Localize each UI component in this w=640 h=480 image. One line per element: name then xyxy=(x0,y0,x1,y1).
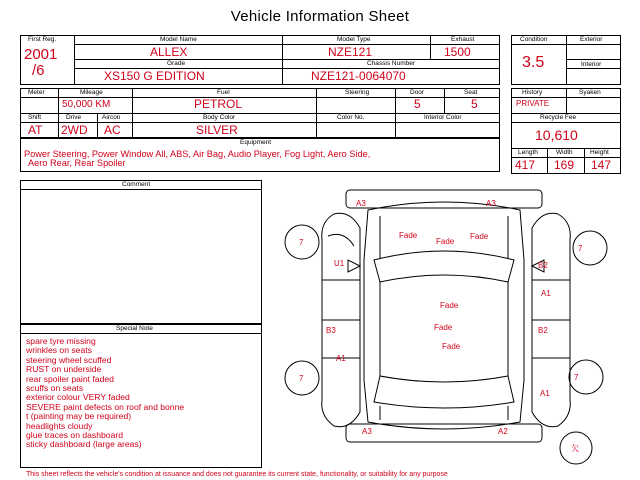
model-type-label: Model Type xyxy=(337,36,371,43)
roof-mark-2: Fade xyxy=(434,323,453,332)
model-name-label: Model Name xyxy=(160,36,197,43)
exhaust-value: 1500 xyxy=(444,45,471,59)
front-right-bumper-mark: A3 xyxy=(486,199,496,208)
list-item: SEVERE paint defects on roof and bonne xyxy=(26,401,185,412)
aircon-value: AC xyxy=(104,123,121,137)
list-item: t (painting may be required) xyxy=(26,411,132,422)
interior-color-label: Interior Color xyxy=(424,114,462,121)
list-item: RUST on underside xyxy=(26,364,102,375)
roof-mark-3: Fade xyxy=(442,342,461,351)
aircon-label: Aircon xyxy=(102,114,121,121)
interior-label: Interior xyxy=(581,61,602,68)
list-item: wrinkles on seats xyxy=(26,345,92,356)
list-item: spare tyre missing xyxy=(26,336,96,346)
body-color-value: SILVER xyxy=(196,123,238,137)
drive-label: Drive xyxy=(66,114,82,121)
wheel-rl-mark: 7 xyxy=(299,374,304,383)
hood-mark-3: Fade xyxy=(470,232,489,241)
mileage-value: 50,000 KM xyxy=(62,99,111,110)
hood-mark-2: Fade xyxy=(436,237,455,246)
steering-label: Steering xyxy=(345,89,370,96)
spare-tyre-mark: 欠 xyxy=(571,444,579,453)
list-item: glue traces on dashboard xyxy=(26,430,123,441)
left-rear-door-mark: A1 xyxy=(336,354,346,363)
equipment-line-2: Aero Rear, Rear Spoiler xyxy=(28,158,126,168)
list-item: exterior colour VERY faded xyxy=(26,392,130,403)
left-front-fender-mark: U1 xyxy=(334,259,345,268)
front-left-bumper-mark: A3 xyxy=(356,199,366,208)
right-front-door-mark: A1 xyxy=(541,289,551,298)
history-value: PRIVATE xyxy=(516,99,550,108)
width-value: 169 xyxy=(554,158,575,172)
mileage-label: Mileage xyxy=(80,89,103,96)
fuel-label: Fuel xyxy=(217,89,230,96)
equipment-label: Equipment xyxy=(240,139,272,146)
disclaimer: This sheet reflects the vehicle's condition at issuance and does not guarantee its current state, functionality, or suitability for any purpose xyxy=(26,471,448,478)
condition-label: Condition xyxy=(520,36,548,43)
page-title: Vehicle Information Sheet xyxy=(230,8,410,25)
equipment-line-1: Power Steering, Power Window All, ABS, Air Bag, Audio Player, Fog Light, Aero Side, xyxy=(24,149,371,159)
grade-value: XS150 G EDITION xyxy=(104,69,205,83)
door-label: Door xyxy=(410,89,425,96)
right-rear-door-mark: B2 xyxy=(538,326,548,335)
left-front-door-mark: B3 xyxy=(326,326,336,335)
shift-value: AT xyxy=(28,123,43,137)
first-reg-year: 2001 xyxy=(24,46,58,63)
grade-label: Grade xyxy=(167,60,186,67)
front-bumper xyxy=(346,190,542,208)
color-no-label: Color No. xyxy=(337,114,365,121)
fuel-value: PETROL xyxy=(194,97,243,111)
rear-right-bumper-mark: A2 xyxy=(498,427,508,436)
list-item: scuffs on seats xyxy=(26,383,84,394)
exhaust-label: Exhaust xyxy=(451,36,475,43)
seat-value: 5 xyxy=(471,97,478,111)
wheel-rr-mark: 7 xyxy=(574,373,579,382)
model-name-value: ALLEX xyxy=(150,45,188,59)
hood-mark-1: Fade xyxy=(399,231,418,240)
wheel-fr-mark: 7 xyxy=(578,244,583,253)
condition-value: 3.5 xyxy=(522,54,545,71)
history-label: History xyxy=(522,89,543,96)
roof-mark-1: Fade xyxy=(440,301,459,310)
seat-label: Seat xyxy=(464,89,478,96)
chassis-value: NZE121-0064070 xyxy=(311,69,406,83)
recycle-fee-label: Recycle Fee xyxy=(540,114,577,121)
car-diagram xyxy=(268,180,624,470)
special-note-label: Special Note xyxy=(116,325,153,332)
door-value: 5 xyxy=(414,97,421,111)
body-color-label: Body Color xyxy=(203,114,236,121)
length-label: Length xyxy=(518,149,538,156)
wheel-fl-mark: 7 xyxy=(299,238,304,247)
chassis-label: Chassis Number xyxy=(367,60,416,67)
right-rear-quarter-mark: A1 xyxy=(540,389,550,398)
rear-bumper xyxy=(346,424,542,442)
list-item: sticky dashboard (large areas) xyxy=(26,439,142,450)
rear-window xyxy=(374,376,514,408)
model-type-value: NZE121 xyxy=(328,45,373,59)
first-reg-label: First Reg. xyxy=(28,36,57,43)
shift-label: Shift xyxy=(28,114,42,121)
recycle-fee-value: 10,610 xyxy=(535,127,578,143)
height-label: Height xyxy=(590,149,609,156)
comment-label: Comment xyxy=(122,181,151,188)
syaken-label: Syaken xyxy=(579,89,601,96)
list-item: headlights cloudy xyxy=(26,420,93,431)
first-reg-month: /6 xyxy=(32,62,45,79)
windshield xyxy=(374,251,514,282)
right-front-fender-mark: B2 xyxy=(538,261,548,270)
list-item: rear spoiler paint faded xyxy=(26,373,114,384)
list-item: steering wheel scuffed xyxy=(26,354,112,365)
comment-box xyxy=(20,180,262,324)
exterior-label: Exterior xyxy=(580,36,603,43)
info-table-top xyxy=(20,35,500,85)
length-value: 417 xyxy=(515,158,536,172)
height-value: 147 xyxy=(591,158,612,172)
meter-label: Meter xyxy=(28,89,45,96)
width-label: Width xyxy=(556,149,573,156)
rear-left-bumper-mark: A3 xyxy=(362,427,372,436)
special-note-list xyxy=(26,337,184,450)
drive-value: 2WD xyxy=(61,123,88,137)
